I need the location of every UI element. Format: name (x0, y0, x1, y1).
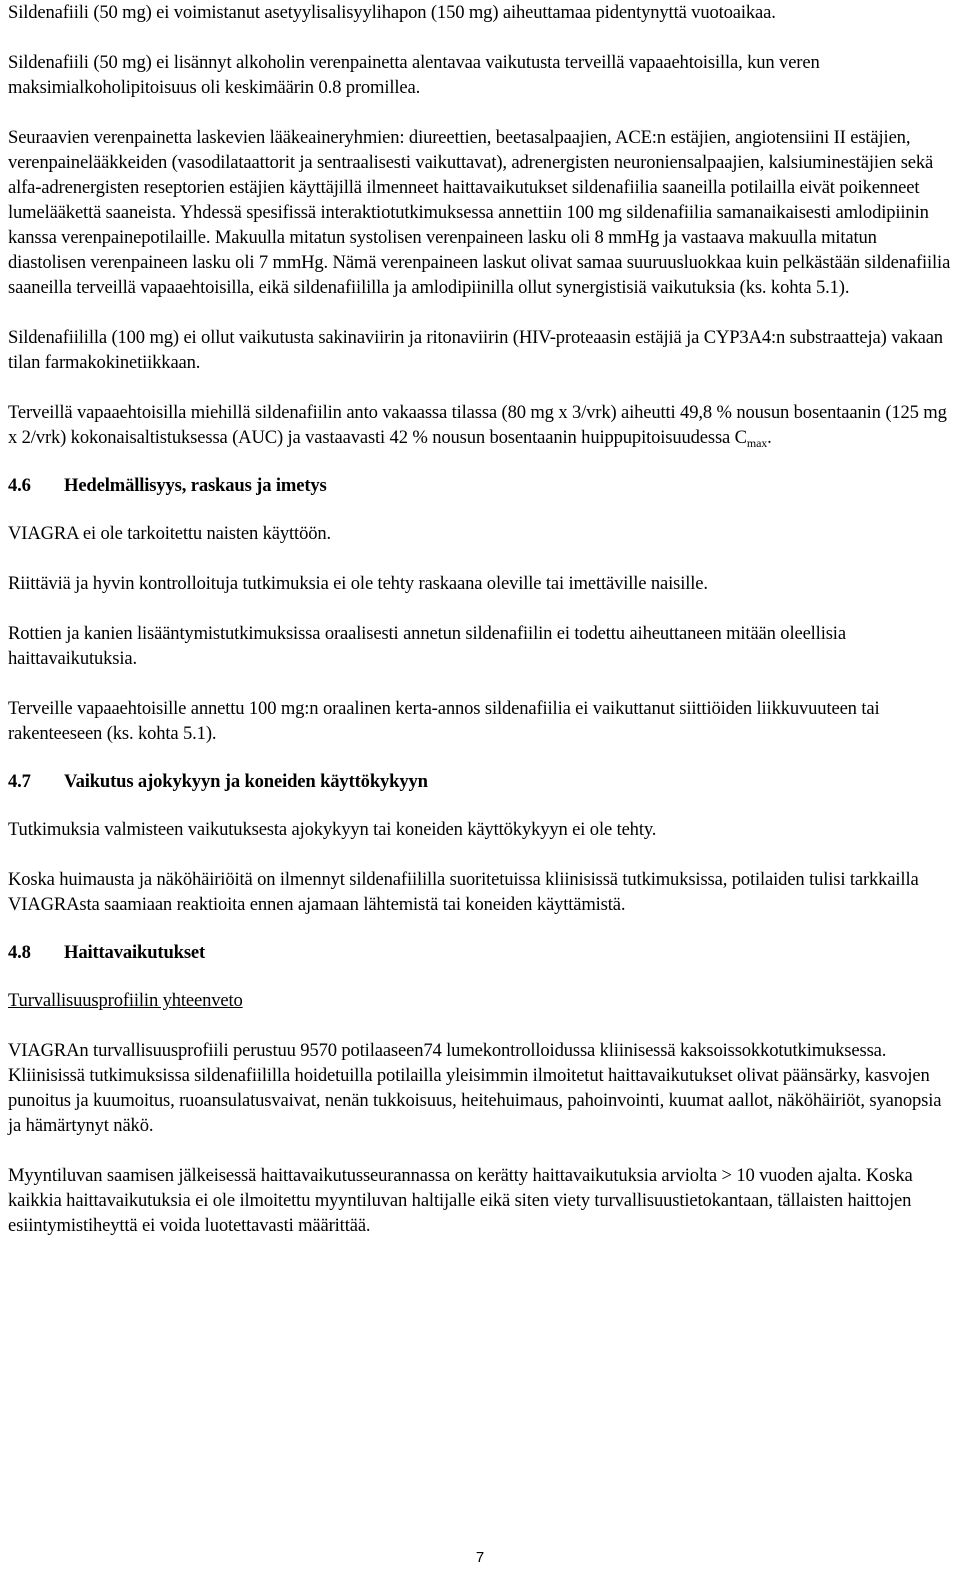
paragraph-saquinavir-ritonavir: Sildenafiililla (100 mg) ei ollut vaikutusta sakinaviirin ja ritonaviirin (HIV-proteaasin estäjiä ja CYP3A4:n substraatteja) vakaan tilan farmakokinetiikkaan. (8, 327, 943, 373)
paragraph-post-marketing: Myyntiluvan saamisen jälkeisessä haittavaikutusseurannassa on kerätty haittavaikutuksia arviolta > 10 vuoden ajalta. Koska kaikkia haittavaikutuksia ei ole ilmoitettu myyntiluvan haltijalle eikä siten viety turvallisuustietokantaan, tällaisten haittojen esiintymistiheyttä ei voida luotettavasti määrittää. (8, 1165, 913, 1236)
paragraph-sperm-motility: Terveille vapaaehtoisille annettu 100 mg:n oraalinen kerta-annos sildenafiilia ei vaikuttanut siittiöiden liikkuvuuteen tai rakenteeseen (ks. kohta 5.1). (8, 698, 880, 744)
paragraph-asa-bleeding: Sildenafiili (50 mg) ei voimistanut asetyylisalisyylihapon (150 mg) aiheuttamaa pidentynyttä vuotoaikaa. (8, 2, 776, 23)
paragraph-reproduction-studies: Rottien ja kanien lisääntymistutkimuksissa oraalisesti annetun sildenafiilin ei todettu aiheuttaneen mitään oleellisia haittavaikutuksia. (8, 623, 846, 669)
section-title: Hedelmällisyys, raskaus ja imetys (64, 475, 327, 496)
section-number: 4.6 (8, 475, 31, 496)
paragraph-alcohol: Sildenafiili (50 mg) ei lisännyt alkoholin verenpainetta alentavaa vaikutusta terveillä vapaaehtoisilla, kun veren maksimialkoholipitoisuus oli keskimäärin 0.8 promillea. (8, 52, 820, 98)
paragraph-bosentan (8, 400, 952, 450)
bosentan-text: Terveillä vapaaehtoisilla miehillä sildenafiilin anto vakaassa tilassa (80 mg x 3/vrk) aiheutti 49,8 % nousun bosentaanin (125 mg x 2/vrk) kokonaisaltistuksessa (AUC) ja vastaavasti 42 % nousun bosentaanin huippupitoisuudessa C (8, 402, 947, 448)
page-number: 7 (475, 1549, 485, 1566)
section-heading-4-7 (8, 769, 952, 794)
section-number: 4.7 (8, 771, 31, 792)
paragraph-dizziness-warning: Koska huimausta ja näköhäiriöitä on ilmennyt sildenafiililla suoritetuissa kliinisissä tutkimuksissa, potilaiden tulisi tarkkailla VIAGRAsta saamiaan reaktioita ennen ajamaan lähtemistä tai koneiden käyttämistä. (8, 869, 919, 915)
document-page (8, 0, 952, 1238)
paragraph-antihypertensives: Seuraavien verenpainetta laskevien lääkeaineryhmien: diureettien, beetasalpaajien, ACE:n estäjien, angiotensiini II estäjien, verenpainelääkkeiden (vasodilataattorit ja sentraalisesti vaikuttavat), adrenergisten neuroniensalpaajien, kalsiuminestäjien sekä alfa-adrenergisten reseptorien estäjien käyttäjillä ilmenneet haittavaikutukset sildenafiilia saaneilla potilailla eivät poikenneet lumelääkettä saaneista. Yhdessä spesifissä interaktiotutkimuksessa annettiin 100 mg sildenafiilia samanaikaisesti amlodipiinin kanssa verenpainepotilaille. Makuulla mitatun systolisen verenpaineen lasku oli 8 mmHg ja vastaava makuulla mitatun diastolisen verenpaineen lasku oli 7 mmHg. Nämä verenpaineen laskut olivat samaa suuruusluokkaa kuin pelkästään sildenafiilia saaneilla terveillä vapaaehtoisilla, eikä sildenafiililla ja amlodipiinilla ollut synergistisiä vaikutuksia (ks. kohta 5.1). (8, 127, 951, 298)
paragraph-safety-profile: VIAGRAn turvallisuusprofiili perustuu 9570 potilaaseen74 lumekontrolloidussa kliinisessä kaksoissokkotutkimuksessa. Kliinisissä tutkimuksissa sildenafiililla hoidetuilla potilailla yleisimmin ilmoitetut haittavaikutukset olivat päänsärky, kasvojen punoitus ja kuumoitus, ruoansulatusvaivat, nenän tukkoisuus, heitehuimaus, pahoinvointi, kuumat aallot, näköhäiriöt, syanopsia ja hämärtynyt näkö. (8, 1040, 942, 1136)
paragraph-women-use: VIAGRA ei ole tarkoitettu naisten käyttöön. (8, 523, 332, 544)
paragraph-pregnancy-studies: Riittäviä ja hyvin kontrolloituja tutkimuksia ei ole tehty raskaana oleville tai imettäville naisille. (8, 573, 708, 594)
paragraph-driving-studies: Tutkimuksia valmisteen vaikutuksesta ajokykyyn tai koneiden käyttökykyyn ei ole tehty. (8, 819, 657, 840)
section-title: Vaikutus ajokykyyn ja koneiden käyttökykyyn (64, 771, 428, 792)
section-number: 4.8 (8, 942, 31, 963)
cmax-subscript: max (746, 436, 768, 450)
section-heading-4-6 (8, 473, 952, 498)
bosentan-text-end: . (767, 427, 772, 448)
section-title: Haittavaikutukset (64, 942, 206, 963)
section-heading-4-8 (8, 940, 952, 965)
subheading-safety-profile: Turvallisuusprofiilin yhteenveto (8, 990, 243, 1011)
